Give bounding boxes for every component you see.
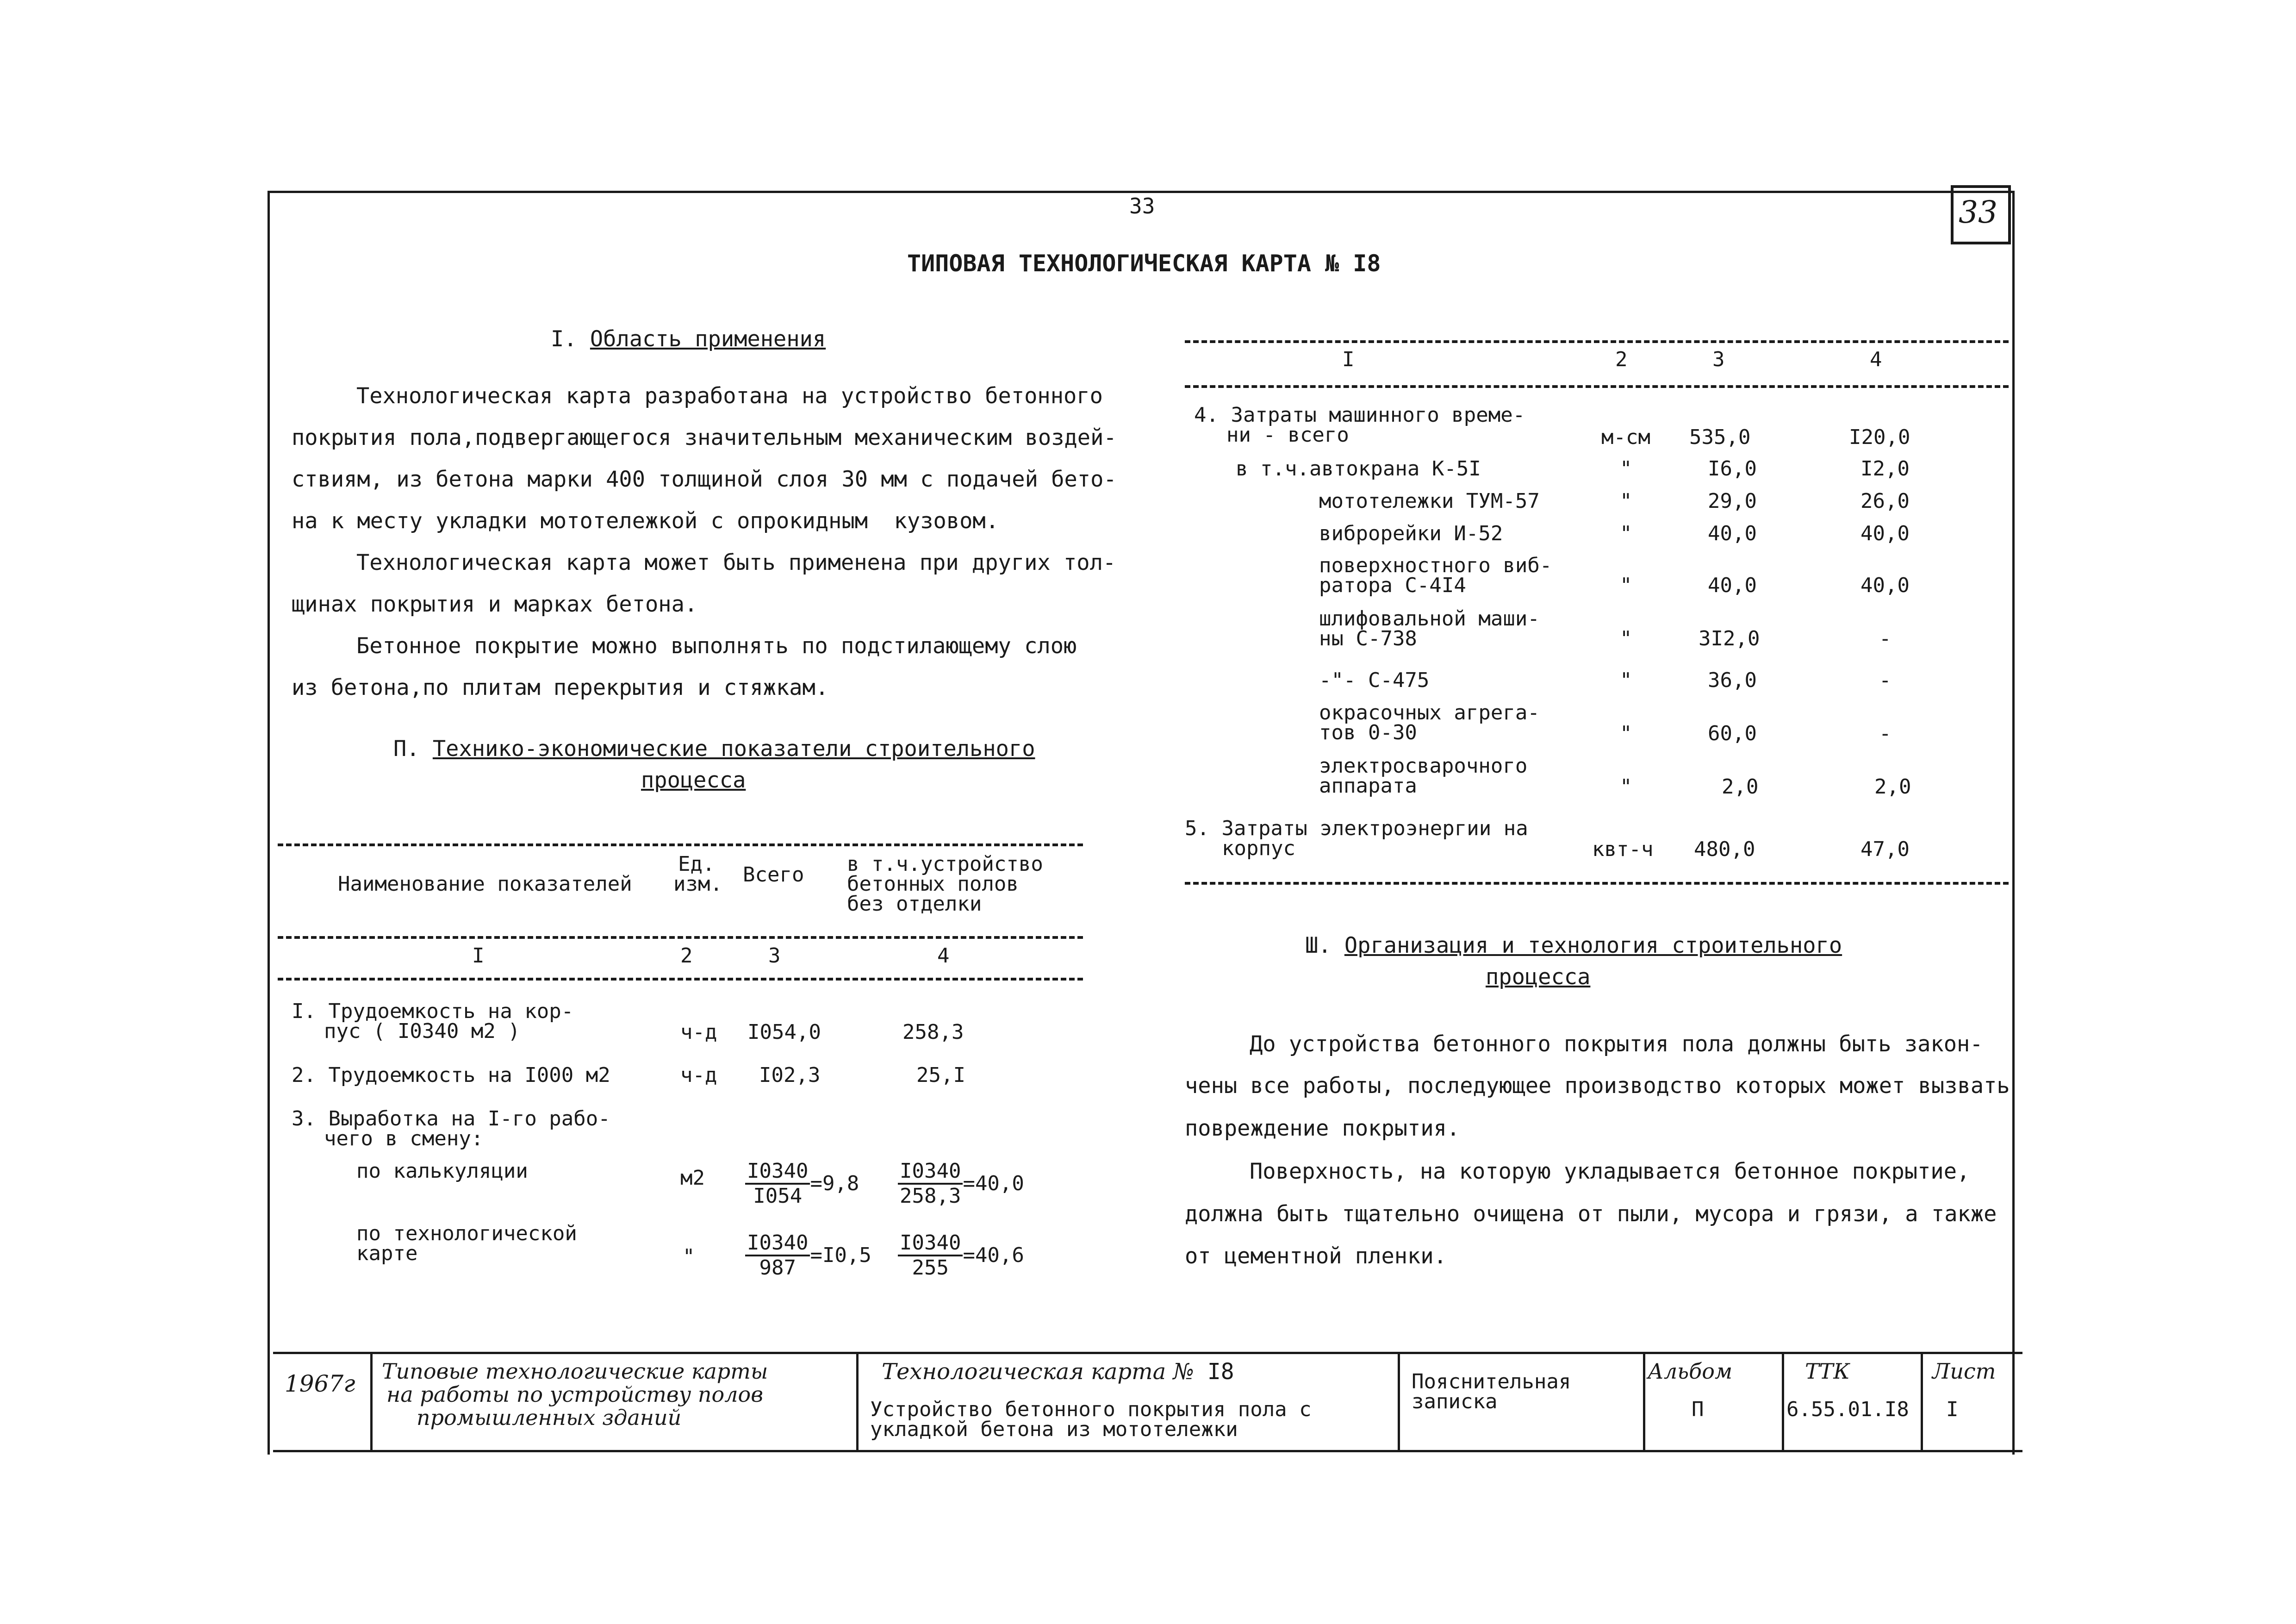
stamp-ttk-value: 6.55.01.I8 [1786,1398,1909,1421]
table2-rule-bottom [1185,882,2009,885]
stamp-card-desc-1: Устройство бетонного покрытия пола с [870,1398,1312,1421]
table2-row10-unit: квт-ч [1592,837,1654,861]
table1-sub1-total [745,1160,859,1208]
stamp-divider-6 [1921,1352,1923,1450]
table2-colnum-4: 4 [1870,348,1882,371]
table2-row10-name-2: корпус [1222,837,1295,860]
table1-colnum-4: 4 [937,944,950,968]
page-number: 33 [1129,194,1155,219]
table1-row2-name: 2. Трудоемкость на I000 м2 [292,1063,610,1087]
sub2-part-val: =40,6 [963,1243,1024,1267]
table2-row1-total: 535,0 [1689,425,1751,449]
table2-row4-unit: " [1620,522,1632,545]
table2-colnum-2: 2 [1615,348,1628,371]
section3-title-1: Организация и технология строительного [1344,933,1842,958]
table1-sub2-name-1: по технологической [356,1222,577,1245]
table1-row1-name-2: пус ( I0340 м2 ) [324,1019,520,1043]
section1-line-7: Бетонное покрытие можно выполнять по подстилающему слою [356,633,1077,659]
table1-row1-total: I054,0 [747,1020,821,1044]
sub2-part-den: 255 [912,1256,949,1280]
table2-row3-part: 26,0 [1860,489,1910,513]
table1-header-part-1: в т.ч.устройство [847,852,1043,876]
frame-top [268,191,2012,193]
table1-colnum-3: 3 [768,944,781,968]
table1-sub2-part [898,1231,1024,1280]
table1-header-total: Всего [743,863,804,887]
table1-sub2-total [745,1231,871,1280]
table1-header-part-3: без отделки [847,892,982,916]
table2-row5-part: 40,0 [1860,574,1910,597]
section1-line-5: Технологическая карта может быть применена при других тол- [356,550,1116,575]
table1-row3-name-1: 3. Выработка на I-го рабо- [292,1107,610,1131]
table2-colnum-1: I [1342,348,1355,371]
table2-row4-part: 40,0 [1860,522,1910,545]
section1-line-6: щинах покрытия и марках бетона. [292,592,698,617]
table2-row6-part: - [1879,627,1892,650]
section1-title: Область применения [590,326,826,352]
table2-row5-total: 40,0 [1708,574,1757,597]
table1-sub1-name: по калькуляции [356,1159,528,1183]
table2-row8-total: 60,0 [1708,722,1757,745]
table1-colnum-1: I [472,944,485,968]
table2-row7-total: 36,0 [1708,668,1757,692]
table2-row1-name-2: ни - всего [1226,423,1349,447]
section3-line-4: Поверхность, на которую укладывается бетонное покрытие, [1250,1159,1970,1184]
table2-row6-unit: " [1620,627,1632,650]
table2-row10-part: 47,0 [1860,837,1910,861]
table2-row9-name-1: электросварочного [1319,754,1528,778]
table2-row8-unit: " [1620,722,1632,745]
stamp-top-rule [273,1352,2022,1354]
stamp-ttk-label: ТТК [1805,1359,1850,1384]
table1-header-name: Наименование показателей [338,872,632,896]
table2-row6-total: 3I2,0 [1699,627,1760,650]
table1-row2-unit: ч-д [680,1063,717,1087]
section2-title-1: Технико-экономические показатели строительного [432,736,1035,762]
section3-title-2: процесса [1486,964,1591,990]
stamp-card-title [882,1359,1234,1385]
section1-line-3: ствиям, из бетона марки 400 толщиной слоя 30 мм с подачей бето- [292,467,1117,492]
table2-colnum-3: 3 [1712,348,1725,371]
table2-row3-unit: " [1620,489,1632,513]
table2-rule-top [1185,340,2009,343]
table1-sub2-unit: " [683,1245,695,1268]
table2-row9-total: 2,0 [1722,775,1759,799]
stamp-card-desc-2: укладкой бетона из мототележки [870,1418,1238,1441]
table2-row4-name: виброрейки И-52 [1319,522,1503,545]
table1-row1-unit: ч-д [680,1020,717,1044]
table2-row10-name-1: 5. Затраты электроэнергии на [1185,817,1528,840]
section1-heading [551,326,826,352]
section2-title-2: процесса [641,768,746,793]
table2-row7-part: - [1879,668,1892,692]
table1-header-unit-2: изм. [673,872,722,896]
table1-row1-part: 258,3 [902,1020,964,1044]
frame-left [268,191,270,1455]
table2-row1-name-1: 4. Затраты машинного време- [1194,403,1525,427]
section1-num: I. [551,326,577,352]
table2-row2-name: в т.ч.автокрана К-5I [1236,457,1481,481]
sub1-part-num: I0340 [898,1160,963,1185]
table1-rule-header [278,936,1083,939]
section3-line-3: повреждение покрытия. [1185,1116,1460,1141]
section1-line-8: из бетона,по плитам перекрытия и стяжкам. [292,675,829,700]
stamp-album-title-1: Типовые технологические карты [382,1359,768,1384]
sub1-part-val: =40,0 [963,1172,1024,1195]
table2-row9-unit: " [1620,775,1632,799]
stamp-bottom-rule [273,1450,2022,1452]
stamp-album-label: Альбом [1648,1359,1733,1384]
stamp-divider-2 [856,1352,859,1450]
sub1-total-num: I0340 [745,1160,810,1185]
section2-heading [393,736,1035,762]
stamp-sheet-value: I [1946,1398,1959,1421]
table1-sub1-unit: м2 [680,1166,705,1190]
table1-header-part-2: бетонных полов [847,872,1019,896]
sub1-part-den: 258,3 [900,1184,961,1208]
table1-rule-colnums [278,978,1083,981]
stamp-year: 1967г [285,1370,355,1397]
stamp-card-label: Технологическая карта № [882,1359,1194,1385]
table1-sub1-part [898,1160,1024,1208]
table2-row9-name-2: аппарата [1319,774,1417,798]
stamp-divider-4 [1643,1352,1645,1450]
table2-row1-part: I20,0 [1849,425,1910,449]
stamp-divider-1 [370,1352,373,1450]
section3-line-6: от цементной пленки. [1185,1243,1447,1269]
table2-row7-name: -"- С-475 [1319,668,1430,692]
table1-row1-name-1: I. Трудоемкость на кор- [292,999,574,1023]
stamp-note-2: записка [1412,1390,1498,1413]
sub1-total-val: =9,8 [810,1172,859,1195]
table1-row3-name-2: чего в смену: [324,1127,484,1150]
table2-row5-name-1: поверхностного виб- [1319,554,1552,577]
table2-row8-name-1: окрасочных агрега- [1319,701,1540,725]
table1-row2-total: I02,3 [759,1063,821,1087]
stamp-note-1: Пояснительная [1412,1370,1571,1393]
table2-row5-unit: " [1620,574,1632,597]
table2-row2-part: I2,0 [1860,457,1910,481]
sub2-total-val: =I0,5 [810,1243,871,1267]
frame-right [2012,191,2015,1455]
stamp-divider-5 [1782,1352,1784,1450]
section3-heading [1305,933,1842,958]
table2-row8-name-2: тов 0-30 [1319,721,1417,744]
stamp-album-title-3: промышленных зданий [417,1405,682,1430]
table1-sub2-name-2: карте [356,1242,418,1265]
sub1-total-den: I054 [753,1184,803,1208]
table1-row2-part: 25,I [916,1063,965,1087]
section3-line-5: должна быть тщательно очищена от пыли, мусора и грязи, а также [1185,1201,1997,1227]
section3-line-1: До устройства бетонного покрытия пола должны быть закон- [1250,1031,1983,1057]
stamp-card-number: I8 [1207,1359,1234,1385]
table1-colnum-2: 2 [680,944,693,968]
table2-rule-colnums [1185,385,2009,388]
section1-line-4: на к месту укладки мототележкой с опрокидным кузовом. [292,508,999,534]
sub2-part-num: I0340 [898,1231,963,1256]
page-title: ТИПОВАЯ ТЕХНОЛОГИЧЕСКАЯ КАРТА № I8 [907,250,1381,277]
table2-row3-name: мототележки ТУМ-57 [1319,489,1540,513]
table1-header-unit-1: Ед. [678,852,715,876]
stamp-album-title-2: на работы по устройству полов [386,1382,764,1407]
sub2-total-den: 987 [759,1256,796,1280]
table2-row7-unit: " [1620,668,1632,692]
section1-line-2: покрытия пола,подвергающегося значительным механическим воздей- [292,425,1117,450]
table1-rule-top [278,843,1083,846]
table2-row5-name-2: ратора С-4I4 [1319,574,1466,597]
section3-line-2: чены все работы, последующее производство которых может вызвать [1185,1073,2010,1099]
sub2-total-num: I0340 [745,1231,810,1256]
stamp-divider-3 [1398,1352,1400,1450]
section1-line-1: Технологическая карта разработана на устройство бетонного [356,383,1103,409]
stamp-album-value: П [1692,1398,1704,1421]
section3-num: Ш. [1305,933,1332,958]
table2-row2-unit: " [1620,457,1632,481]
table2-row2-total: I6,0 [1708,457,1757,481]
table2-row9-part: 2,0 [1874,775,1911,799]
stamp-sheet-label: Лист [1932,1359,1996,1384]
table2-row3-total: 29,0 [1708,489,1757,513]
table2-row6-name-2: ны С-738 [1319,627,1417,650]
table2-row1-unit: м-см [1601,425,1650,449]
page-stamp-number: 33 [1959,194,1997,230]
table2-row4-total: 40,0 [1708,522,1757,545]
table2-row10-total: 480,0 [1694,837,1755,861]
table2-row6-name-1: шлифовальной маши- [1319,607,1540,631]
table2-row8-part: - [1879,722,1892,745]
section2-num: П. [393,736,420,762]
